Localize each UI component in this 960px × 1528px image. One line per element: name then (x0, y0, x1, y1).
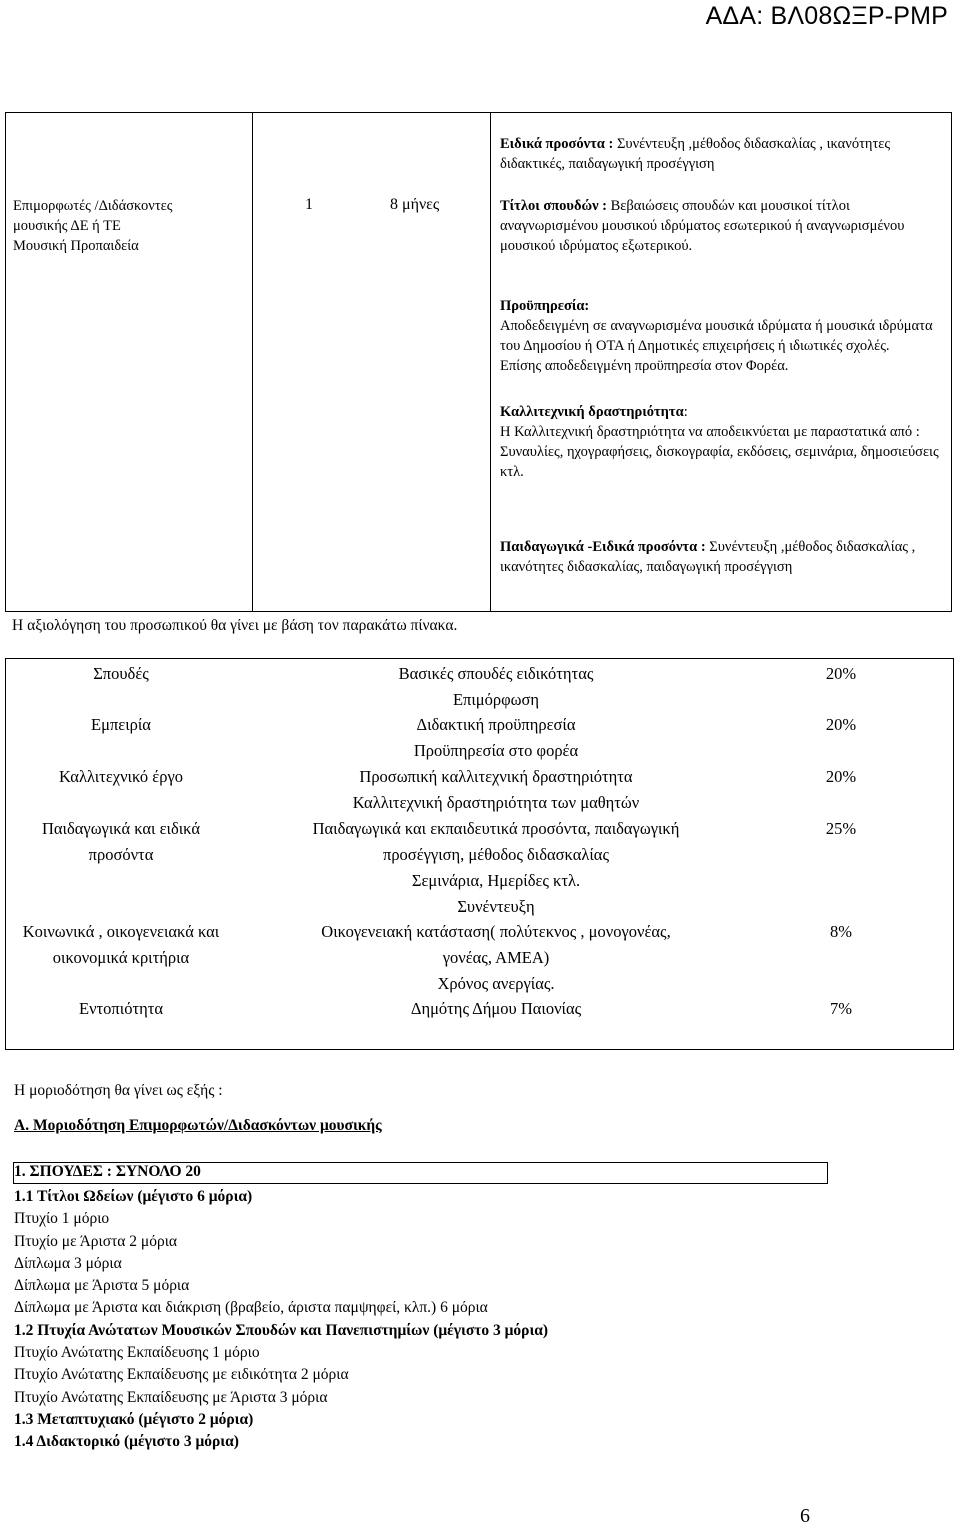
list-item: 1.1 Τίτλοι Ωδείων (μέγιστο 6 μόρια) (14, 1188, 253, 1205)
list-item: Πτυχίο Ανώτατης Εκπαίδευσης 1 μόριο (14, 1344, 260, 1362)
experience: Προϋπηρεσία: Αποδεδειγμένη σε αναγνωρισμένα μουσικά ιδρύματα ή μουσικά ιδρύματα του Δημοσίου ή ΟΤΑ ή Δημοτικές επιχειρήσεις ή ιδιωτικές σχολές. Επίσης αποδεδειγμένη προϋπηρεσία στον Φορέα. (500, 298, 933, 374)
table-divider (490, 112, 491, 612)
list-item: 1.3 Μεταπτυχιακό (μέγιστο 2 μόρια) (14, 1410, 254, 1428)
table-border-top (5, 112, 952, 113)
list-item: 1.2 Πτυχία Ανώτατων Μουσικών Σπουδών και Πανεπιστημίων (μέγιστο 3 μόρια) (14, 1321, 549, 1339)
ada-code: ΑΔΑ: ΒΛ08ΩΞΡ-ΡΜΡ (705, 2, 948, 30)
list-item: Πτυχίο με Άριστα 2 μόρια (14, 1232, 177, 1250)
scoring-list (14, 1186, 548, 1454)
artistic-activity: Καλλιτεχνική δραστηριότητα: Η Καλλιτεχνική δραστηριότητα να αποδεικνύεται με παραστατικά από : Συναυλίες, ηχογραφήσεις, δισκογραφία, εκδόσεις, σεμινάρια, δημοσιεύσεις κτλ. (500, 404, 939, 480)
table-border-left (5, 112, 6, 612)
list-item: Δίπλωμα με Άριστα και διάκριση (βραβείο, άριστα παμψηφεί, κλπ.) 6 μόρια (14, 1299, 488, 1317)
list-item: Πτυχίο 1 μόριο (14, 1210, 110, 1228)
score-table: Σπουδές Βασικές σπουδές ειδικότητας Επιμόρφωση 20% Εμπειρία Διδακτική προϋπηρεσία Προϋπηρεσία στο φορέα 20% Καλλιτεχνικό έργο Προσωπική καλλιτεχνική δραστηριότητα Καλλιτεχνική δραστηριότητα των μαθητών 20% Παιδαγωγικά και ειδικά προσόντα Παιδαγωγικά και εκπαιδευτικά προσόντα, παιδαγωγική προσέγγιση, μέθοδος διδασκαλίας Σεμινάρια, Ημερίδες κτλ. Συνέντευξη 25% Κοινωνικά , οικογενειακά και οικονομικά κριτήρια Οικογενειακή κατάσταση( πολύτεκνος , μονογονέας, γονέας, ΑΜΕΑ) Χρόνος ανεργίας. 8% Εντοπιότητα Δημότης Δήμου Παιονίας 7% (5, 658, 954, 1050)
list-item: 1.4 Διδακτορικό (μέγιστο 3 μόρια) (14, 1433, 239, 1451)
scoring-heading: Α. Μοριοδότηση Επιμορφωτών/Διδασκόντων μουσικής (14, 1117, 382, 1134)
scoring-intro: Η μοριοδότηση θα γίνει ως εξής : (14, 1082, 223, 1099)
special-qualifications: Ειδικά προσόντα : Συνέντευξη ,μέθοδος διδασκαλίας , ικανότητες διδακτικές, παιδαγωγική προσέγγιση (500, 136, 891, 172)
pedagogical-qualifications: Παιδαγωγικά -Ειδικά προσόντα : Συνέντευξη ,μέθοδος διδασκαλίας , ικανότητες διδασκαλίας, παιδαγωγική προσέγγιση (500, 539, 916, 575)
evaluation-note: Η αξιολόγηση του προσωπικού θα γίνει με βάση τον παρακάτω πίνακα. (12, 617, 458, 634)
list-item: Πτυχίο Ανώτατης Εκπαίδευσης με ειδικότητα 2 μόρια (14, 1366, 349, 1384)
degrees: Τίτλοι σπουδών : Βεβαιώσεις σπουδών και μουσικοί τίτλοι αναγνωρισμένου μουσικού ιδρύματος εσωτερικού ή αναγνωρισμένου μουσικού ιδρύματος εξωτερικού. (500, 198, 905, 254)
position-duration: 8 μήνες (390, 196, 440, 213)
table-divider (252, 112, 253, 612)
table-border-right (951, 112, 952, 612)
position-title: Επιμορφωτές /Διδάσκοντες μουσικής ΔΕ ή ΤΕ Μουσική Προπαιδεία (13, 198, 173, 254)
table-border-bottom (5, 611, 952, 612)
list-item: Δίπλωμα 3 μόρια (14, 1254, 122, 1272)
list-item: Δίπλωμα με Άριστα 5 μόρια (14, 1277, 190, 1295)
page-number: 6 (800, 1505, 810, 1527)
section-title: 1. ΣΠΟΥΔΕΣ : ΣΥΝΟΛΟ 20 (14, 1163, 201, 1180)
position-table (5, 112, 952, 612)
position-count: 1 (305, 196, 313, 213)
list-item: Πτυχίο Ανώτατης Εκπαίδευσης με Άριστα 3 μόρια (14, 1388, 328, 1406)
